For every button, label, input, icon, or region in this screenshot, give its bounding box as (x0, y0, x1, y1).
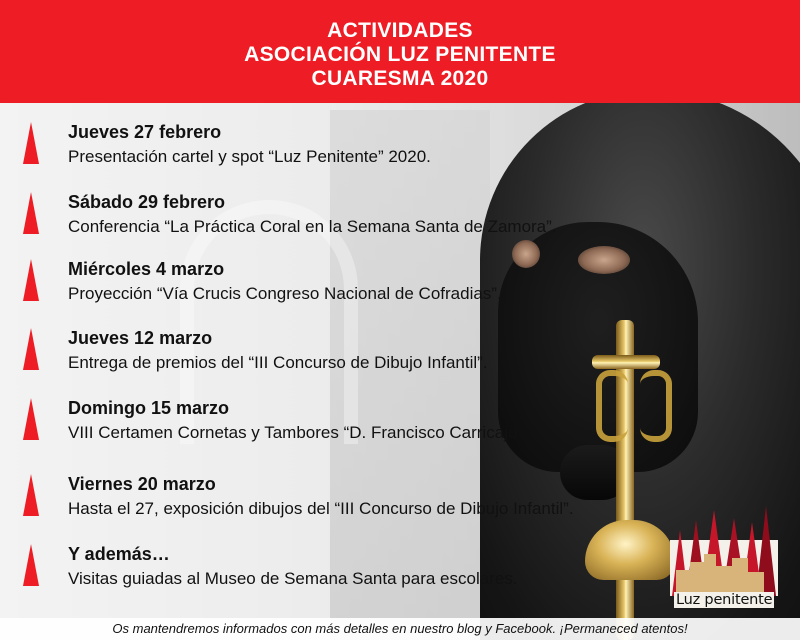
red-hood-icon (23, 259, 39, 301)
luz-penitente-logo (670, 500, 782, 618)
footer-note: Os mantendremos informados con más detalles en nuestro blog y Facebook. ¡Permaneced atentos! (0, 618, 800, 640)
event-date: Y además… (68, 544, 170, 564)
event-date: Domingo 15 marzo (68, 398, 230, 418)
penitent-eye-left (512, 240, 540, 268)
title-banner (0, 0, 800, 103)
red-hood-icon (23, 398, 39, 440)
event-date: Jueves 12 marzo (68, 328, 213, 348)
event-date: Miércoles 4 marzo (68, 259, 225, 279)
event-date: Viernes 20 marzo (68, 474, 216, 494)
cross-ornament-right (640, 370, 672, 442)
penitent-eye-right (578, 246, 630, 274)
event-description: Presentación cartel y spot “Luz Penitente” 2020. (68, 147, 431, 166)
red-hood-icon (23, 192, 39, 234)
event-description: Visitas guiadas al Museo de Semana Santa para escolares. (68, 569, 518, 588)
processional-cross-bar (592, 355, 660, 369)
red-hood-icon (23, 328, 39, 370)
event-date: Sábado 29 febrero (68, 192, 226, 212)
logo-text: Luz penitente (676, 592, 773, 608)
event-description: Conferencia “La Práctica Coral en la Semana Santa de Zamora”. (68, 217, 557, 236)
red-hood-icon (23, 122, 39, 164)
title-line-3: CUARESMA 2020 (311, 67, 489, 90)
event-description: VIII Certamen Cornetas y Tambores “D. Francisco Carricajo”. (68, 423, 528, 442)
title-line-2: ASOCIACIÓN LUZ PENITENTE (244, 43, 556, 66)
title-line-1: ACTIVIDADES (327, 19, 473, 42)
hooded-figures-icon (670, 500, 782, 596)
cross-ornament-left (596, 370, 628, 442)
event-date: Jueves 27 febrero (68, 122, 222, 142)
red-hood-icon (23, 474, 39, 516)
red-hood-icon (23, 544, 39, 586)
event-description: Hasta el 27, exposición dibujos del “III Concurso de Dibujo Infantil”. (68, 499, 574, 518)
event-description: Entrega de premios del “III Concurso de Dibujo Infantil”. (68, 353, 488, 372)
event-description: Proyección “Vía Crucis Congreso Nacional de Cofradias”. (68, 284, 502, 303)
